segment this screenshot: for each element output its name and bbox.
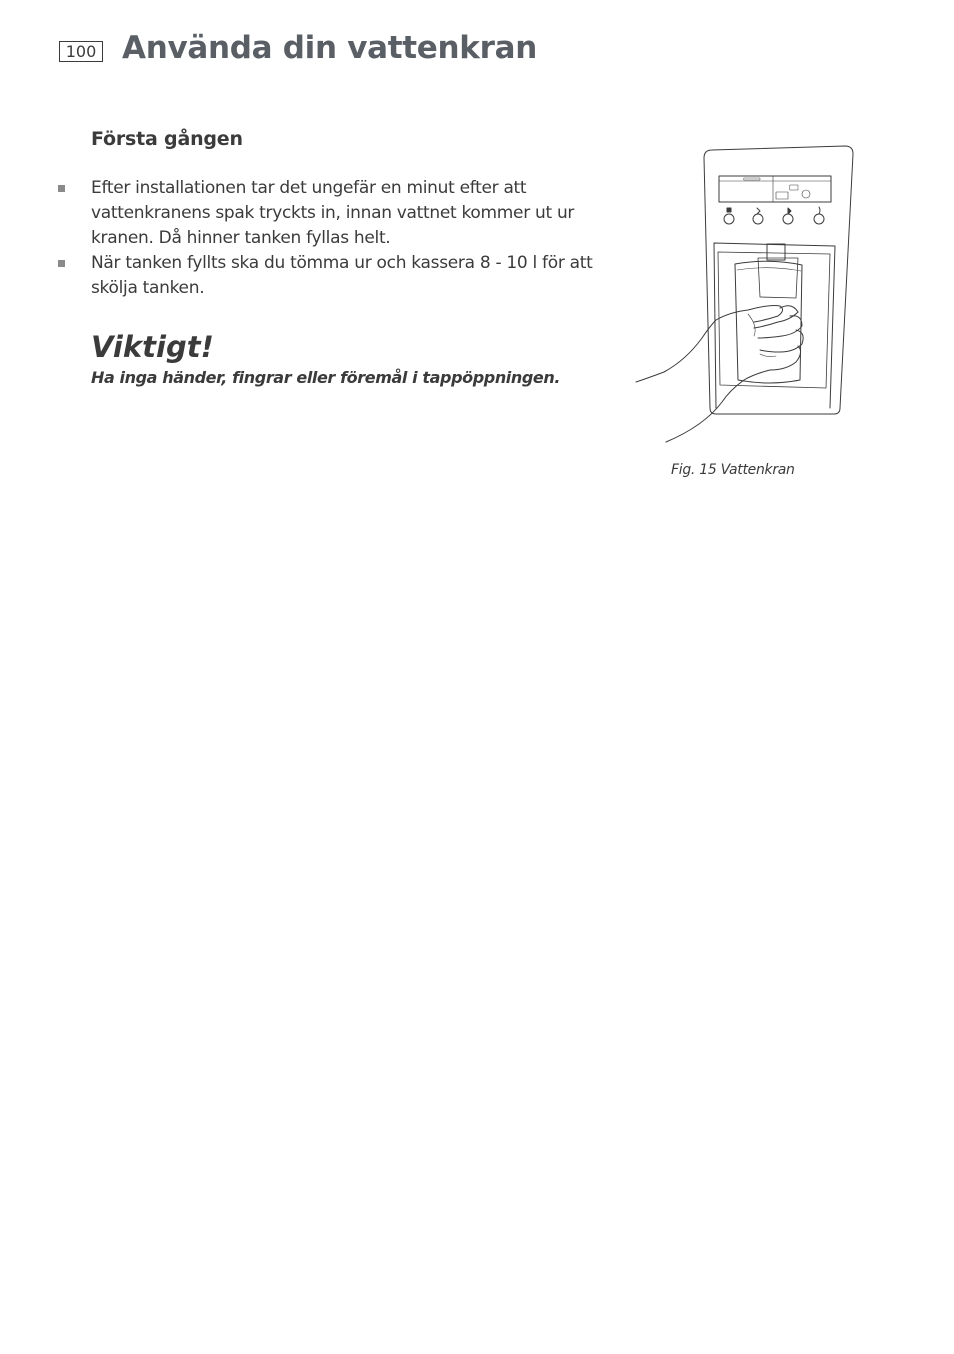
dispenser-illustration [630, 140, 860, 450]
warning-title: Viktigt! [91, 330, 214, 364]
list-item-text: Efter installationen tar det ungefär en minut efter att vattenkranens spak tryckts in, innan vattnet kommer ut ur kranen. Då hinner tanken fyllas helt. [91, 178, 575, 248]
page-title: Använda din vattenkran [122, 30, 537, 66]
square-bullet-icon [58, 260, 65, 267]
page-number: 100 [59, 41, 103, 62]
section-heading: Första gången [91, 128, 243, 150]
bullet-list [0, 176, 600, 301]
list-item [0, 176, 600, 251]
warning-text: Ha inga händer, fingrar eller föremål i tappöppningen. [91, 368, 561, 387]
square-bullet-icon [58, 185, 65, 192]
list-item-text: När tanken fyllts ska du tömma ur och kassera 8 - 10 l för att skölja tanken. [91, 253, 593, 298]
list-item [0, 251, 600, 301]
figure-caption: Fig. 15 Vattenkran [671, 462, 795, 478]
